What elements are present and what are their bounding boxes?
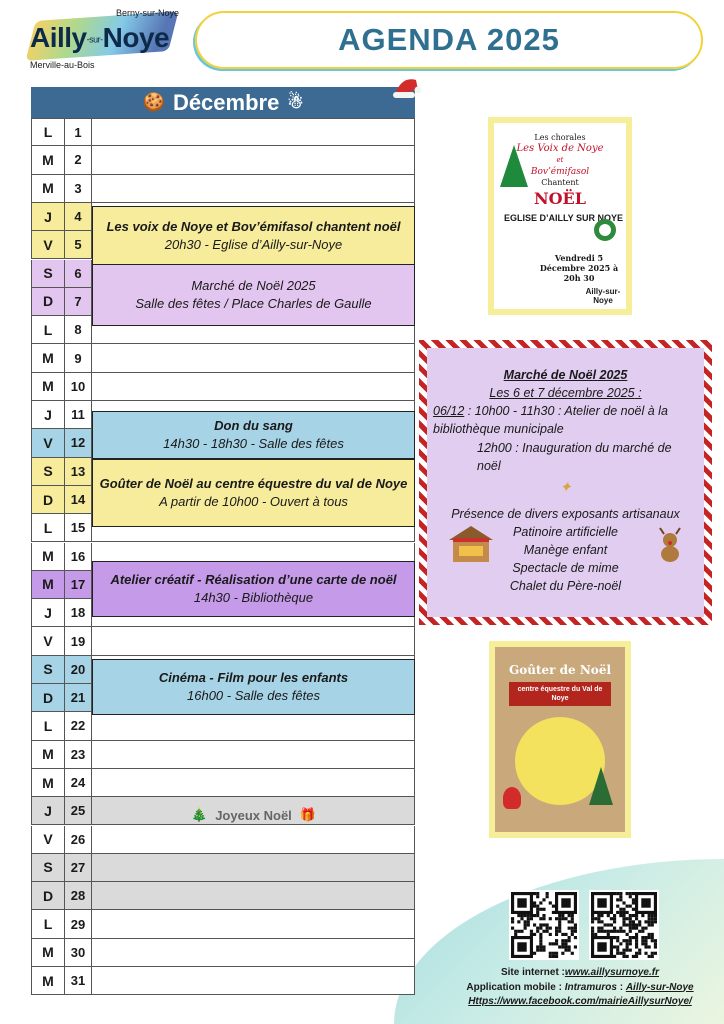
list-item: Spectacle de mime [512, 560, 619, 575]
weekday-letter: V [32, 231, 65, 258]
weekday-letter: M [32, 175, 65, 202]
poster-line: Bov’émifasol [530, 167, 590, 177]
site-link[interactable]: www.aillysurnoye.fr [564, 967, 659, 978]
footer-links [440, 966, 720, 1010]
calendar-row [31, 939, 415, 967]
marche-noel-panel [419, 340, 712, 625]
day-number: 26 [65, 826, 92, 853]
marche-dates: Les 6 et 7 décembre 2025 : [489, 386, 642, 401]
event-cinema[interactable] [92, 659, 415, 715]
calendar-row [31, 882, 415, 910]
marche-noel-inner [427, 348, 704, 617]
weekday-letter: L [32, 514, 65, 541]
gingerbread-icon: 🍪 [142, 92, 165, 112]
weekday-letter: J [32, 797, 65, 824]
event-subtitle: 14h30 - 18h30 - Salle des fêtes [163, 436, 344, 451]
marche-day1: 06/12 : 10h00 - 11h30 : Atelier de noël à la bibliothèque municipale [433, 404, 668, 437]
day-number: 9 [65, 344, 92, 371]
footer-site [440, 966, 720, 981]
marche-title: Marché de Noël 2025 [503, 368, 628, 382]
poster-line: Les chorales [534, 133, 586, 142]
day-number: 15 [65, 514, 92, 541]
santa-hat-icon [392, 74, 422, 100]
reindeer-icon [651, 526, 689, 564]
event-title: Cinéma - Film pour les enfants [158, 670, 349, 686]
day-cell [92, 712, 414, 739]
weekday-letter: S [32, 260, 65, 287]
day-number: 29 [65, 910, 92, 937]
day-cell [92, 910, 414, 937]
weekday-letter: M [32, 146, 65, 173]
weekday-letter: L [32, 910, 65, 937]
day-number: 30 [65, 939, 92, 966]
qr-code-icon [511, 892, 577, 958]
list-item: Présence de divers exposants artisanaux [451, 506, 680, 521]
town-logo[interactable] [26, 8, 186, 72]
day-number: 12 [65, 429, 92, 456]
day-number: 16 [65, 543, 92, 570]
event-subtitle: Salle des fêtes / Place Charles de Gaulle [135, 296, 372, 311]
poster-line: Ailly-sur-Noye [585, 287, 621, 305]
weekday-letter: M [32, 741, 65, 768]
event-chorales[interactable] [92, 206, 415, 265]
santa-icon [503, 787, 521, 809]
event-gouter-noel[interactable] [92, 459, 415, 527]
calendar-row [31, 741, 415, 769]
event-title: Atelier créatif - Réalisation d’une carte de noël [110, 572, 397, 588]
event-title: Don du sang [214, 418, 293, 434]
event-title: Les voix de Noye et Bov’émifasol chantent noël [106, 218, 401, 234]
logo-bottom-text: Merville-au-Bois [30, 60, 95, 70]
day-number: 22 [65, 712, 92, 739]
day-number: 3 [65, 175, 92, 202]
page-title-pill [195, 11, 703, 69]
footer-app [440, 981, 720, 996]
day-number: 4 [65, 203, 92, 230]
weekday-letter: M [32, 939, 65, 966]
day-cell [92, 741, 414, 768]
footer-sep: : [616, 981, 626, 993]
list-item: Chalet du Père-noël [509, 579, 622, 593]
event-subtitle: 16h00 - Salle des fêtes [187, 688, 320, 703]
poster-chorales-inner [494, 123, 626, 309]
weekday-letter: S [32, 458, 65, 485]
qr-code-icon [591, 892, 657, 958]
calendar-row [31, 967, 415, 995]
day-number: 2 [65, 146, 92, 173]
day-number: 18 [65, 599, 92, 626]
day-cell [92, 882, 414, 909]
day-number: 8 [65, 316, 92, 343]
day-number: 7 [65, 288, 92, 315]
day-cell [92, 373, 414, 400]
chalet-icon [447, 524, 495, 564]
event-subtitle: 14h30 - Bibliothèque [193, 590, 314, 605]
poster-banner: centre équestre du Val de Noye [509, 682, 611, 706]
christmas-tree-icon [589, 767, 613, 805]
calendar-row [31, 344, 415, 372]
weekday-letter: M [32, 571, 65, 598]
qr-code-site[interactable] [509, 890, 579, 960]
weekday-letter: V [32, 429, 65, 456]
calendar-row [31, 175, 415, 203]
footer-label: Application mobile : [466, 981, 565, 993]
calendar-row [31, 146, 415, 174]
event-marche-noel[interactable] [92, 264, 415, 326]
facebook-link[interactable]: Https://www.facebook.com/mairieAillysurNoye/ [468, 996, 692, 1007]
day-number: 10 [65, 373, 92, 400]
day-number: 5 [65, 231, 92, 258]
gift-icon: 🎁 [299, 807, 316, 822]
day-number: 13 [65, 458, 92, 485]
day-cell [92, 344, 414, 371]
event-subtitle: A partir de 10h00 - Ouvert à tous [159, 494, 348, 509]
weekday-letter: S [32, 656, 65, 683]
day-number: 11 [65, 401, 92, 428]
weekday-letter: V [32, 826, 65, 853]
list-item: Patinoire artificielle [513, 524, 618, 539]
month-header [31, 87, 415, 118]
weekday-letter: D [32, 486, 65, 513]
weekday-letter: V [32, 627, 65, 654]
calendar-row [31, 118, 415, 146]
day-number: 27 [65, 854, 92, 881]
weekday-letter: D [32, 288, 65, 315]
weekday-letter: M [32, 543, 65, 570]
sparkle-icon: ✦ [559, 478, 572, 496]
footer-label: Site internet : [500, 967, 565, 978]
xmas-text: Joyeux Noël [215, 807, 292, 823]
day-number: 31 [65, 967, 92, 994]
logo-top-text: Berny-sur-Noye [116, 8, 180, 18]
calendar-row [31, 910, 415, 938]
month-title: Décembre [172, 89, 280, 115]
day-cell [92, 627, 414, 654]
poster-line: et [556, 156, 564, 164]
day-number: 23 [65, 741, 92, 768]
wreath-icon [594, 219, 616, 241]
qr-code-app[interactable] [589, 890, 659, 960]
poster-line: Les Voix de Noye [516, 143, 604, 154]
day-cell [92, 119, 414, 145]
event-atelier-creatif[interactable] [92, 561, 415, 617]
poster-chorales[interactable] [488, 117, 632, 315]
weekday-letter: J [32, 599, 65, 626]
list-item: Manège enfant [523, 542, 608, 557]
event-don-du-sang[interactable] [92, 411, 415, 459]
day-number: 21 [65, 684, 92, 711]
day-number: 19 [65, 627, 92, 654]
day-cell [92, 967, 414, 994]
poster-line: Vendredi 5 Décembre 2025 à 20h 30 [539, 253, 619, 283]
poster-line: Chantent [541, 178, 579, 187]
day-number: 1 [65, 119, 92, 145]
poster-title: Goûter de Noël [508, 663, 612, 677]
weekday-letter: S [32, 854, 65, 881]
poster-gouter-inner [495, 647, 625, 832]
weekday-letter: M [32, 769, 65, 796]
day-number: 25 [65, 797, 92, 824]
day-cell [92, 175, 414, 202]
weekday-letter: J [32, 401, 65, 428]
poster-gouter[interactable] [489, 641, 631, 838]
calendar-row [31, 826, 415, 854]
day-cell [92, 146, 414, 173]
page-title: AGENDA 2025 [338, 22, 560, 57]
calendar-row [31, 712, 415, 740]
event-title: Marché de Noël 2025 [191, 278, 316, 294]
logo-main-text: Ailly-sur-Noye [30, 22, 170, 53]
weekday-letter: M [32, 373, 65, 400]
calendar-row [31, 769, 415, 797]
event-subtitle: 20h30 - Eglise d’Ailly-sur-Noye [164, 236, 343, 252]
poster-line: EGLISE D’AILLY SUR NOYE [504, 213, 624, 223]
day-cell [92, 854, 414, 881]
footer-facebook [440, 995, 720, 1010]
marche-inauguration: 12h00 : Inauguration du marché de noël [477, 440, 672, 473]
weekday-letter: D [32, 684, 65, 711]
app-name: Intramuros [564, 981, 617, 993]
calendar-row [31, 373, 415, 401]
weekday-letter: J [32, 203, 65, 230]
poster-line: NOËL [533, 189, 586, 208]
snowman-icon: ☃ [287, 92, 304, 112]
tree-icon: 🎄 [191, 807, 208, 822]
weekday-letter: M [32, 344, 65, 371]
joyeux-noel-label [92, 801, 415, 829]
weekday-letter: L [32, 119, 65, 145]
app-link[interactable]: Ailly-sur-Noye [625, 981, 694, 993]
weekday-letter: L [32, 316, 65, 343]
day-number: 6 [65, 260, 92, 287]
weekday-letter: D [32, 882, 65, 909]
day-cell [92, 939, 414, 966]
day-number: 20 [65, 656, 92, 683]
day-cell [92, 769, 414, 796]
day-cell [92, 826, 414, 853]
day-number: 28 [65, 882, 92, 909]
day-number: 24 [65, 769, 92, 796]
calendar-row [31, 854, 415, 882]
calendar-row [31, 627, 415, 655]
event-title: Goûter de Noël au centre équestre du val de Noye [99, 476, 408, 492]
weekday-letter: M [32, 967, 65, 994]
day-number: 14 [65, 486, 92, 513]
weekday-letter: L [32, 712, 65, 739]
day-number: 17 [65, 571, 92, 598]
